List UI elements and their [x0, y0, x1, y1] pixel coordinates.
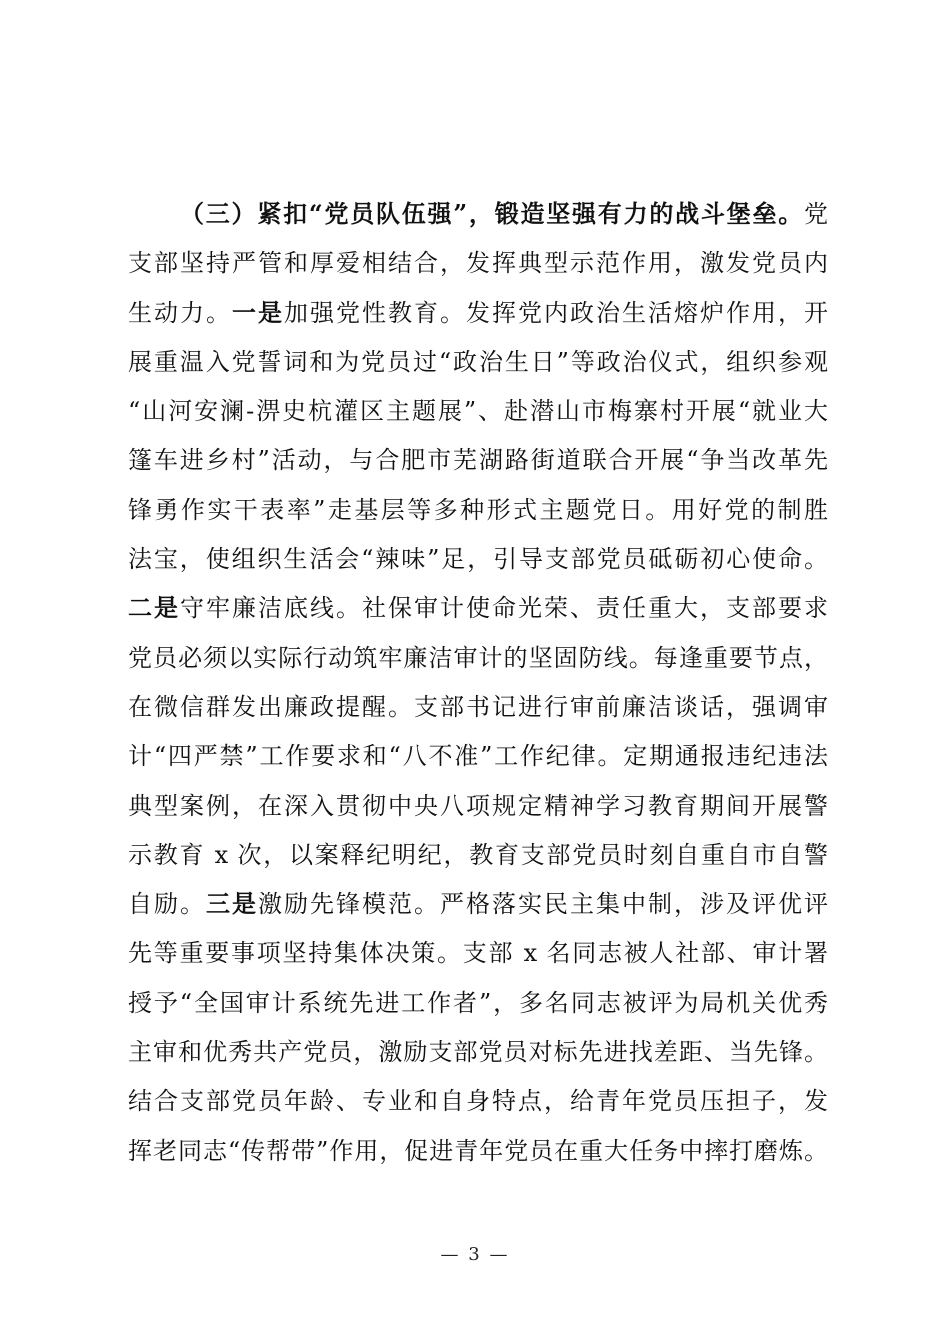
- line-text: 在微信群发出廉政提醒。支部书记进行审前廉洁谈话，强调审: [128, 692, 828, 721]
- line-text: 生动力。: [128, 298, 232, 327]
- line-text: 支部坚持严管和厚爱相结合，发挥典型示范作用，激发党员内: [128, 249, 828, 278]
- line-text: 展重温入党誓词和为党员过“政治生日”等政治仪式，组织参观: [128, 347, 828, 376]
- text-line: [128, 342, 828, 391]
- line-text: 篷车进乡村”活动，与合肥市芜湖路街道联合开展“争当改革先: [128, 446, 828, 475]
- text-line: [128, 539, 828, 588]
- text-line: [128, 1081, 828, 1130]
- line-text: “山河安澜-淠史杭灌区主题展”、赴潜山市梅寨村开展“就业大: [128, 397, 828, 426]
- text-line: [128, 983, 828, 1032]
- text-line: [128, 490, 828, 539]
- text-line: [128, 835, 828, 884]
- text-line: [128, 194, 828, 243]
- text-line: [128, 391, 828, 440]
- text-line: [128, 736, 828, 785]
- line-text: 加强党性教育。发挥党内政治生活熔炉作用，开: [284, 298, 828, 327]
- line-text: 党员必须以实际行动筑牢廉洁审计的坚固防线。每逢重要节点，: [128, 643, 828, 672]
- line-text: 挥老同志“传帮带”作用，促进青年党员在重大任务中摔打磨炼。: [128, 1136, 828, 1165]
- text-line: [128, 786, 828, 835]
- text-line: [128, 440, 828, 489]
- bold-marker: 二是: [128, 593, 180, 623]
- bold-marker: 三是: [206, 889, 258, 919]
- text-line: [128, 1131, 828, 1180]
- text-line: [128, 638, 828, 687]
- line-text: 自励。: [128, 890, 206, 919]
- bold-heading: （三）紧扣“党员队伍强”，锻造坚强有力的战斗堡垒。: [180, 199, 804, 228]
- text-line: [128, 293, 828, 342]
- text-line: [128, 243, 828, 292]
- line-text: 示教育 x 次，以案释纪明纪，教育支部党员时刻自重自市自警: [128, 840, 828, 869]
- line-text: 党: [804, 200, 828, 228]
- line-text: 典型案例，在深入贯彻中央八项规定精神学习教育期间开展警: [128, 791, 828, 820]
- line-text: 守牢廉洁底线。社保审计使命光荣、责任重大，支部要求: [180, 594, 828, 623]
- line-text: 授予“全国审计系统先进工作者”，多名同志被评为局机关优秀: [128, 988, 828, 1017]
- page-number: — 3 —: [440, 1244, 510, 1265]
- line-text: 结合支部党员年龄、专业和自身特点，给青年党员压担子，发: [128, 1087, 828, 1116]
- body-text: [128, 194, 828, 1180]
- line-text: 法宝，使组织生活会“辣味”足，引导支部党员砥砺初心使命。: [128, 545, 828, 574]
- line-text: 计“四严禁”工作要求和“八不准”工作纪律。定期通报违纪违法: [128, 742, 828, 771]
- text-line: [128, 933, 828, 982]
- bold-marker: 一是: [232, 297, 284, 327]
- line-text: 主审和优秀共产党员，激励支部党员对标先进找差距、当先锋。: [128, 1038, 828, 1067]
- text-line: [128, 884, 828, 933]
- text-line: [128, 588, 828, 637]
- text-line: [128, 687, 828, 736]
- text-line: [128, 1032, 828, 1081]
- line-text: 激励先锋模范。严格落实民主集中制，涉及评优评: [258, 890, 828, 919]
- line-text: 先等重要事项坚持集体决策。支部 x 名同志被人社部、审计署: [128, 939, 828, 968]
- line-text: 锋勇作实干表率”走基层等多种形式主题党日。用好党的制胜: [128, 495, 828, 524]
